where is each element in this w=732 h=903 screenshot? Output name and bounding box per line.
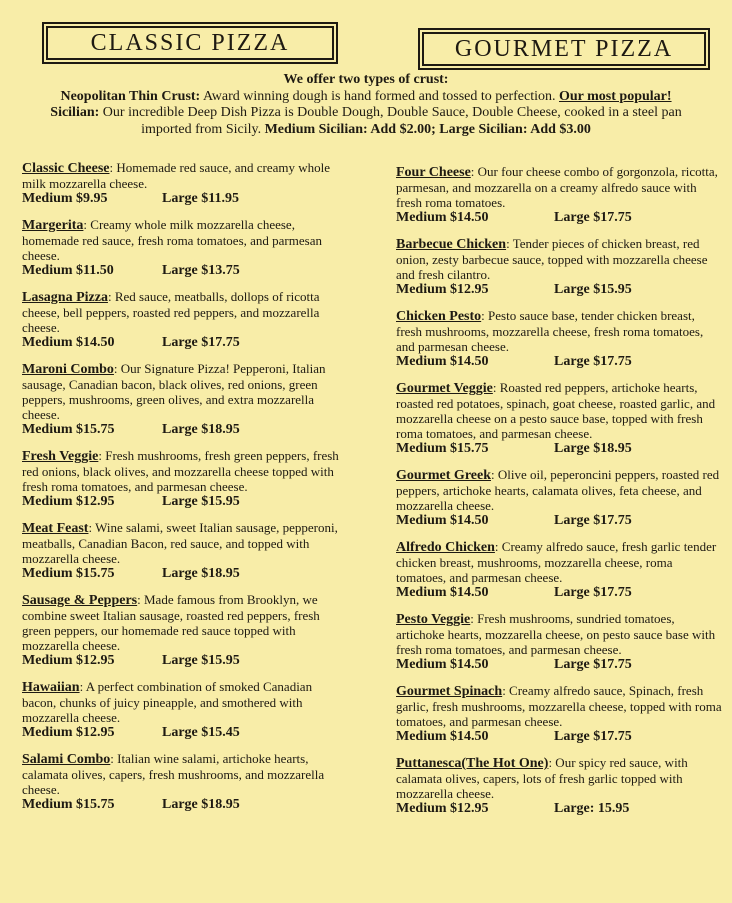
menu-item-description: : Creamy whole milk mozzarella cheese, homemade red sauce, fresh roma tomatoes, and parmesan cheese. (22, 217, 322, 263)
menu-item-name: Lasagna Pizza (22, 290, 108, 305)
menu-item-name: Four Cheese (396, 165, 471, 180)
menu-item-description: : Red sauce, meatballs, dollops of ricotta cheese, bell peppers, roasted red peppers, and mozzarella cheese. (22, 289, 320, 335)
large-price: Large $18.95 (162, 566, 240, 581)
menu-item (22, 592, 340, 669)
menu-item-text (396, 611, 722, 657)
medium-price: Medium $12.95 (22, 725, 115, 740)
menu-item-description: : Wine salami, sweet Italian sausage, pepperoni, meatballs, Canadian Bacon, red sauce, and topped with mozzarella cheese. (22, 520, 338, 566)
large-price: Large $17.75 (554, 729, 632, 744)
menu-item-text (22, 289, 340, 335)
menu-item-text (396, 308, 722, 354)
medium-price: Medium $15.75 (22, 566, 115, 581)
large-price: Large $18.95 (554, 441, 632, 456)
menu-item (396, 236, 722, 298)
menu-item-text (22, 751, 340, 797)
large-price: Large $15.95 (554, 282, 632, 297)
crust-intro (30, 72, 702, 138)
menu-item-name: Meat Feast (22, 521, 89, 536)
menu-item-description: : Creamy alfredo sauce, Spinach, fresh garlic, fresh mushrooms, mozzarella cheese, topped with roma tomatoes, and parmesan cheese. (396, 683, 722, 729)
menu-item-prices (22, 335, 340, 351)
menu-item-prices (22, 653, 340, 669)
menu-item (396, 683, 722, 745)
menu-item (396, 611, 722, 673)
large-price: Large $11.95 (162, 191, 239, 206)
large-price: Large $17.75 (554, 657, 632, 672)
menu-item-prices (396, 729, 722, 745)
menu-item-description: : Our Signature Pizza! Pepperoni, Italian sausage, Canadian bacon, black olives, red onions, green peppers, mushrooms, green olives, and extra mozzarella cheese. (22, 361, 326, 422)
large-price: Large $15.95 (162, 494, 240, 509)
medium-price: Medium $9.95 (22, 191, 108, 206)
menu-item-name: Puttanesca(The Hot One) (396, 756, 549, 771)
large-price: Large $15.45 (162, 725, 240, 740)
menu-item-text (396, 467, 722, 513)
menu-item-name: Sausage & Peppers (22, 593, 138, 608)
menu-item-description: : Homemade red sauce, and creamy whole milk mozzarella cheese. (22, 160, 331, 191)
menu-item-prices (22, 191, 340, 207)
large-price: Large $13.75 (162, 263, 240, 278)
menu-item-prices (22, 566, 340, 582)
menu-item-name: Gourmet Spinach (396, 684, 503, 699)
sicilian-crust-text: Our incredible Deep Dish Pizza is Double Dough, Double Sauce, Double Cheese, cooked in a steel pan imported from Sicily. (99, 105, 682, 137)
menu-item-text (22, 592, 340, 653)
menu-item-name: Gourmet Veggie (396, 381, 493, 396)
menu-item-prices (396, 282, 722, 298)
menu-item (396, 467, 722, 529)
menu-item-text (396, 683, 722, 729)
large-price: Large: 15.95 (554, 801, 630, 816)
neopolitan-crust-line (30, 89, 702, 106)
menu-item-description: : Our spicy red sauce, with calamata olives, capers, lots of fresh garlic topped with mozzarella cheese. (396, 755, 688, 801)
menu-item-prices (22, 263, 340, 279)
menu-item-prices (22, 422, 340, 438)
medium-price: Medium $14.50 (396, 210, 489, 225)
menu-item-text (22, 217, 340, 263)
menu-item (22, 679, 340, 741)
menu-item-name: Barbecue Chicken (396, 237, 507, 252)
menu-item-name: Chicken Pesto (396, 309, 482, 324)
medium-price: Medium $14.50 (396, 513, 489, 528)
menu-item-prices (396, 513, 722, 529)
menu-item (396, 539, 722, 601)
menu-item-name: Classic Cheese (22, 161, 110, 176)
menu-item-name: Pesto Veggie (396, 612, 471, 627)
menu-item-name: Salami Combo (22, 752, 111, 767)
menu-item-description: : A perfect combination of smoked Canadian bacon, chunks of juicy pineapple, and smothered with mozzarella cheese. (22, 679, 313, 725)
medium-price: Medium $15.75 (22, 422, 115, 437)
crust-intro-title: We offer two types of crust: (283, 72, 449, 87)
menu-item-name: Alfredo Chicken (396, 540, 495, 555)
menu-item-description: : Tender pieces of chicken breast, red onion, zesty barbecue sauce, topped with mozzarella cheese and fresh cilantro. (396, 236, 708, 282)
menu-item-prices (22, 494, 340, 510)
menu-item-description: : Made famous from Brooklyn, we combine sweet Italian sausage, roasted red peppers, fresh green peppers, our homemade red sauce topped with mozzarella cheese. (22, 592, 320, 653)
menu-item (22, 289, 340, 351)
menu-item-name: Maroni Combo (22, 362, 114, 377)
large-price: Large $17.75 (162, 335, 240, 350)
menu-item (22, 160, 340, 207)
medium-price: Medium $12.95 (22, 494, 115, 509)
medium-price: Medium $14.50 (22, 335, 115, 350)
medium-price: Medium $15.75 (396, 441, 489, 456)
menu-item-text (396, 539, 722, 585)
menu-item-text (22, 520, 340, 566)
neopolitan-crust-label: Neopolitan Thin Crust: (60, 88, 201, 104)
menu-item (22, 217, 340, 279)
gourmet-pizza-heading: GOURMET PIZZA (422, 32, 706, 66)
menu-item-prices (396, 441, 722, 457)
menu-item (396, 380, 722, 457)
menu-item-prices (396, 210, 722, 226)
neopolitan-crust-text: Award winning dough is hand formed and tossed to perfection. (200, 88, 559, 104)
large-price: Large $17.75 (554, 585, 632, 600)
menu-item-text (22, 679, 340, 725)
menu-item (396, 164, 722, 226)
menu-item-name: Hawaiian (22, 680, 80, 695)
menu-item (396, 308, 722, 370)
menu-item-text (396, 236, 722, 282)
menu-item-prices (396, 354, 722, 370)
menu-item-text (22, 160, 340, 191)
menu-item-text (22, 361, 340, 422)
medium-price: Medium $12.95 (396, 801, 489, 816)
medium-price: Medium $12.95 (22, 653, 115, 668)
large-price: Large $17.75 (554, 354, 632, 369)
large-price: Large $17.75 (554, 210, 632, 225)
large-price: Large $18.95 (162, 797, 240, 812)
menu-item-prices (22, 797, 340, 813)
menu-item-prices (396, 801, 722, 817)
large-price: Large $17.75 (554, 513, 632, 528)
sicilian-crust-label: Sicilian: (50, 105, 100, 120)
menu-item (22, 520, 340, 582)
menu-item-prices (22, 725, 340, 741)
medium-price: Medium $14.50 (396, 585, 489, 600)
menu-item-name: Gourmet Greek (396, 468, 491, 483)
sicilian-crust-prices: Medium Sicilian: Add $2.00; Large Sicilian: Add $3.00 (264, 121, 591, 137)
menu-item-description: : Creamy alfredo sauce, fresh garlic tender chicken breast, mushrooms, mozzarella cheese, roma tomatoes, and parmesan cheese. (396, 539, 717, 585)
large-price: Large $18.95 (162, 422, 240, 437)
medium-price: Medium $14.50 (396, 354, 489, 369)
menu-item-description: : Roasted red peppers, artichoke hearts, roasted red potatoes, spinach, goat cheese, roasted garlic, and mozzarella cheese on a pesto sauce base, topped with fresh roma tomatoes, and parmesan cheese. (396, 380, 716, 441)
menu-item (396, 755, 722, 817)
menu-item-text (22, 448, 340, 494)
menu-item (22, 751, 340, 813)
medium-price: Medium $12.95 (396, 282, 489, 297)
large-price: Large $15.95 (162, 653, 240, 668)
menu-item-description: : Pesto sauce base, tender chicken breast, fresh mushrooms, mozzarella cheese, fresh roma tomatoes, and parmesan cheese. (396, 308, 704, 354)
classic-pizza-list (22, 160, 340, 823)
menu-item-text (396, 755, 722, 801)
menu-item-prices (396, 585, 722, 601)
gourmet-pizza-heading-box (418, 28, 710, 70)
menu-item-name: Margerita (22, 218, 84, 233)
menu-item-name: Fresh Veggie (22, 449, 99, 464)
menu-item-text (396, 380, 722, 441)
menu-item-description: : Olive oil, peperoncini peppers, roasted red peppers, artichoke hearts, calamata olives, feta cheese, and mozzarella cheese. (396, 467, 720, 513)
medium-price: Medium $11.50 (22, 263, 114, 278)
menu-item-description: : Fresh mushrooms, sundried tomatoes, artichoke hearts, mozzarella cheese, on pesto sauce base with fresh roma tomatoes, and parmesan cheese. (396, 611, 716, 657)
menu-item-prices (396, 657, 722, 673)
menu-item-text (396, 164, 722, 210)
menu-item-description: : Our four cheese combo of gorgonzola, ricotta, parmesan, and mozzarella on a creamy alfredo sauce with fresh roma tomatoes. (396, 164, 718, 210)
most-popular-note: Our most popular! (559, 88, 672, 104)
menu-item (22, 361, 340, 438)
menu-item-description: : Italian wine salami, artichoke hearts, calamata olives, capers, fresh mushrooms, and mozzarella cheese. (22, 751, 325, 797)
menu-item (22, 448, 340, 510)
sicilian-crust-line (30, 105, 702, 138)
classic-pizza-heading-box (42, 22, 338, 64)
menu-item-description: : Fresh mushrooms, fresh green peppers, fresh red onions, black olives, and mozzarella cheese topped with fresh roma tomatoes, and parmesan cheese. (22, 448, 339, 494)
classic-pizza-heading: CLASSIC PIZZA (46, 26, 334, 60)
medium-price: Medium $14.50 (396, 729, 489, 744)
gourmet-pizza-list (396, 164, 722, 827)
medium-price: Medium $14.50 (396, 657, 489, 672)
medium-price: Medium $15.75 (22, 797, 115, 812)
